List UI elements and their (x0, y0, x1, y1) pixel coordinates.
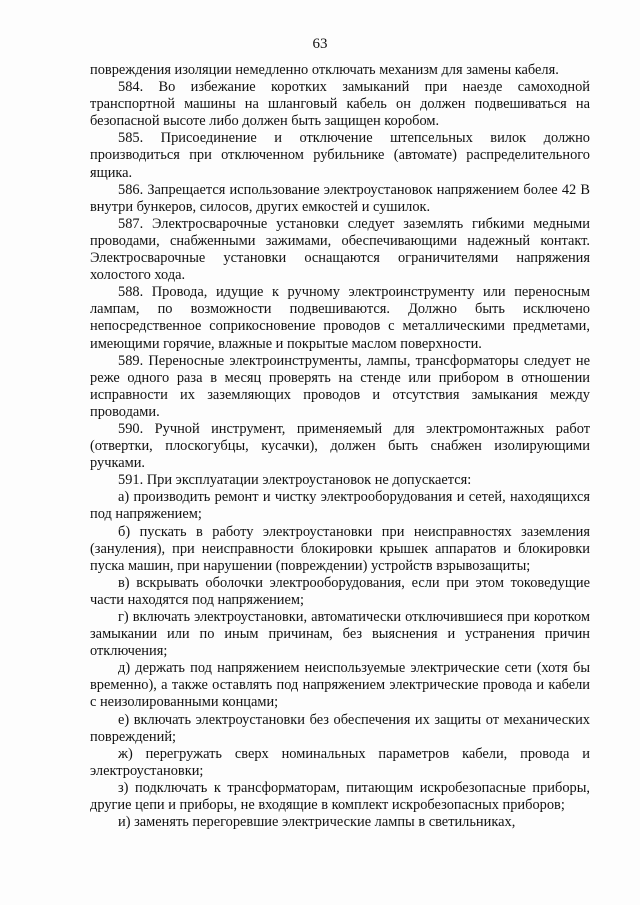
list-item: б) пускать в работу электроустановки при неисправностях заземления (зануления), при неисправности блокировки крышек аппаратов и блокировки пуска машин, при нарушении (повреждении) устройств взрывозащиты; (90, 523, 590, 574)
list-item: а) производить ремонт и чистку электрооборудования и сетей, находящихся под напряжением; (90, 489, 590, 523)
paragraph: 590. Ручной инструмент, применяемый для электромонтажных работ (отвертки, плоскогубцы, кусачки), должен быть снабжен изолирующими ручками. (90, 420, 590, 472)
paragraph: 586. Запрещается использование электроустановок напряжением более 42 В внутри бункеров, силосов, других емкостей и сушилок. (90, 181, 590, 215)
paragraph: 584. Во избежание коротких замыканий при наезде самоходной транспортной машины на шланговый кабель он должен подвешиваться на безопасной высоте либо должен быть защищен коробом. (90, 79, 590, 130)
paragraph: 591. При эксплуатации электроустановок не допускается: (118, 472, 472, 489)
paragraph: 588. Провода, идущие к ручному электроинструменту или переносным лампам, по возможности подвешиваются. Должно быть исключено непосредственное соприкосновение проводов с металлическими предметами, имеющими горячие, влажные и покрытые маслом поверхности. (90, 284, 590, 352)
paragraph: 589. Переносные электроинструменты, лампы, трансформаторы следует не реже одного раза в месяц проверять на стенде или прибором в отношении исправности их заземляющих проводов и отсутствия замыкания между проводами. (90, 352, 590, 420)
list-item: ж) перегружать сверх номинальных параметров кабели, провода и электроустановки; (90, 745, 590, 779)
list-item: и) заменять перегоревшие электрические лампы в светильниках, (118, 814, 516, 831)
paragraph: повреждения изоляции немедленно отключать механизм для замены кабеля. (90, 62, 559, 78)
page-number: 63 (312, 36, 328, 52)
paragraph: 585. Присоединение и отключение штепсельных вилок должно производиться при отключенном рубильнике (автомате) распределительного ящика. (90, 130, 590, 181)
paragraph: 587. Электросварочные установки следует заземлять гибкими медными проводами, снабженными зажимами, обеспечивающими надежный контакт. Электросварочные установки оснащаются ограничителями напряжения холостого хода. (90, 215, 590, 284)
list-item: г) включать электроустановки, автоматически отключившиеся при коротком замыкании или по иным причинам, без выяснения и устранения причин отключения; (90, 609, 590, 660)
list-item: д) держать под напряжением неиспользуемые электрические сети (хотя бы временно), а также оставлять под напряжением электрические провода и кабели с неизолированными концами; (90, 660, 590, 711)
list-item: е) включать электроустановки без обеспечения их защиты от механических повреждений; (90, 711, 590, 745)
list-item: з) подключать к трансформаторам, питающим искробезопасные приборы, другие цепи и приборы, не входящие в комплект искробезопасных приборов; (90, 779, 590, 814)
list-item: в) вскрывать оболочки электрооборудования, если при этом токоведущие части находятся под напряжением; (90, 574, 590, 608)
document-body (90, 62, 590, 831)
